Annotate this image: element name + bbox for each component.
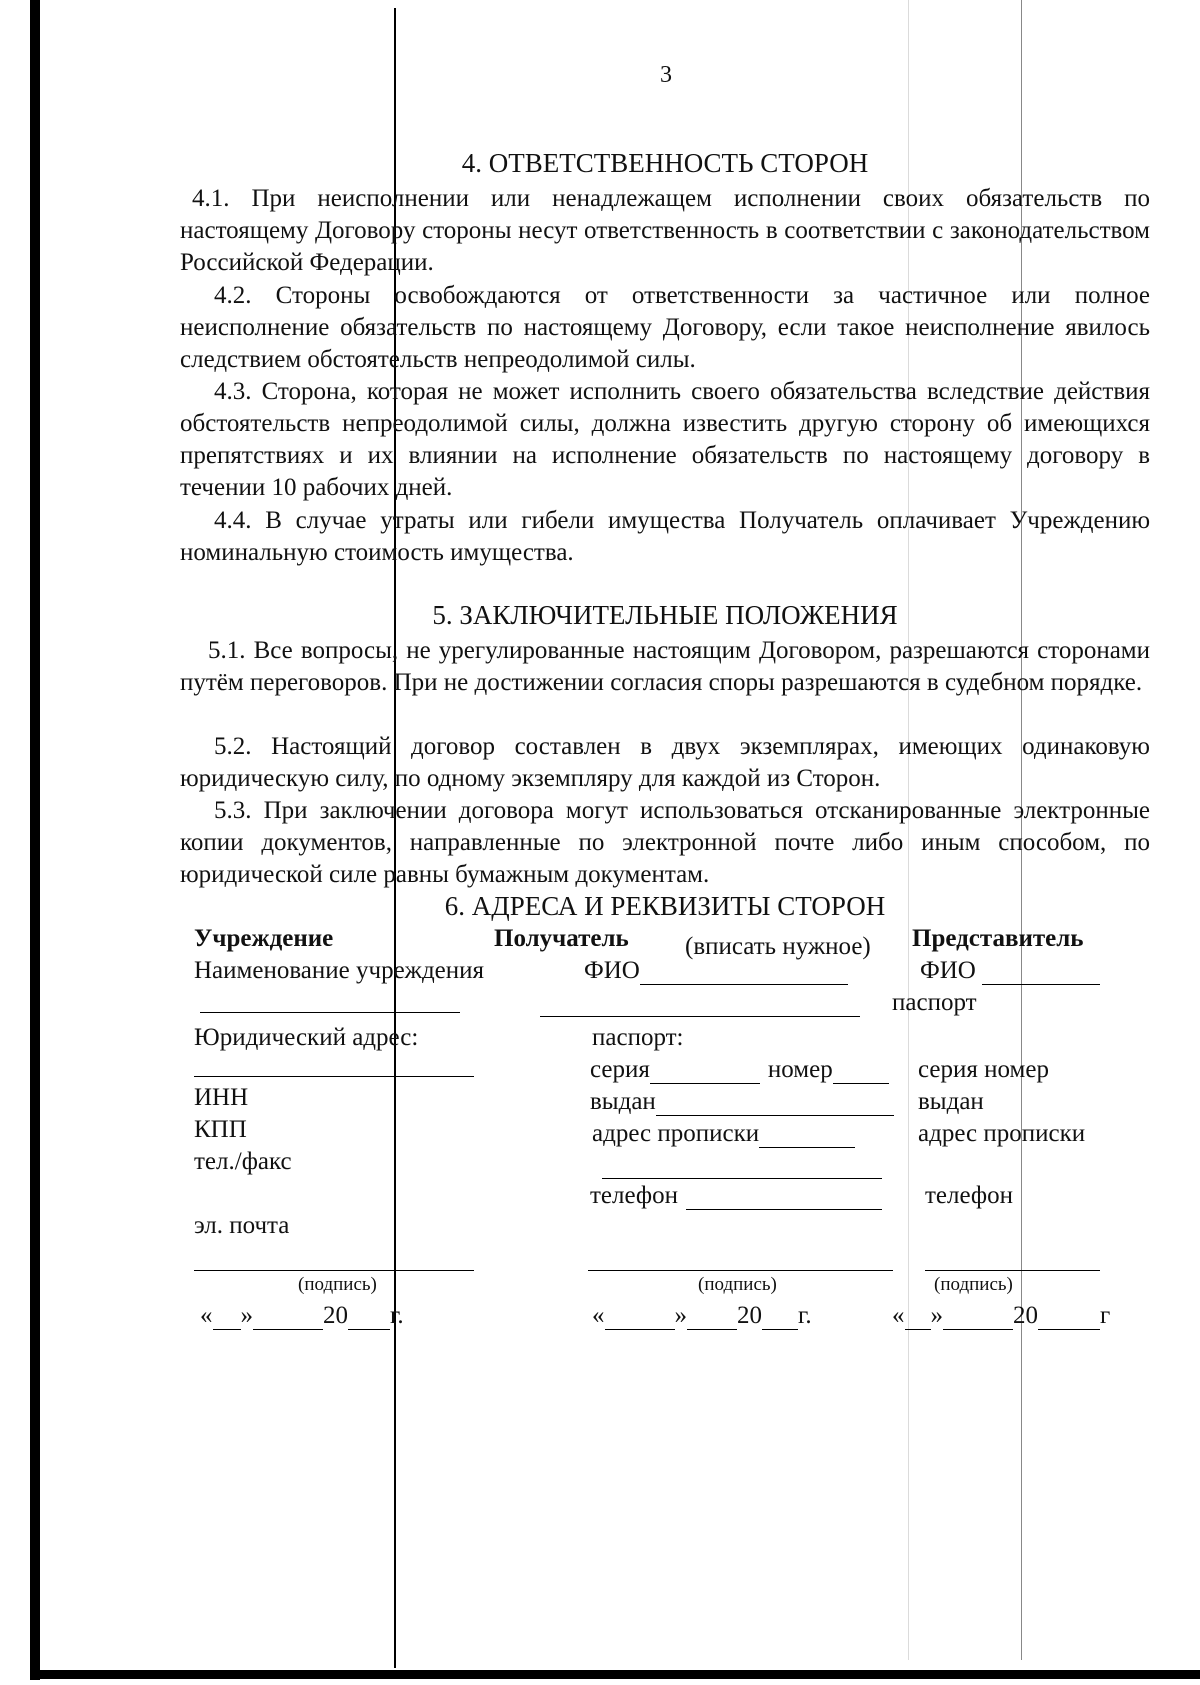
- paragraph-text: 4.4. В случае утраты или гибели имущества Получатель оплачивает Учреждению номинальную стоимость имущества.: [180, 507, 1150, 566]
- paragraph-4-4: [180, 505, 1150, 569]
- paragraph-text: 4.1. При неисполнении или ненадлежащем исполнении своих обязательств по настоящему Договору стороны несут ответственность в соответствии с законодательством Российской Федерации.: [180, 185, 1150, 276]
- page-number: 3: [660, 62, 672, 88]
- date-day-blank[interactable]: [213, 1303, 241, 1330]
- date-year-suffix: г.: [390, 1302, 404, 1329]
- recipient-series-label: серия: [590, 1056, 650, 1083]
- institution-kpp-label: КПП: [194, 1116, 247, 1143]
- representative-heading: Представитель: [912, 925, 1084, 952]
- paragraph-text: 5.2. Настоящий договор составлен в двух экземплярах, имеющих одинаковую юридическую силу, по одному экземпляру для каждой из Сторон.: [180, 733, 1150, 792]
- recipient-issued-label: выдан: [590, 1088, 656, 1115]
- recipient-heading: Получатель: [494, 925, 629, 952]
- paragraph-text: 5.1. Все вопросы, не урегулированные настоящим Договором, разрешаются сторонами путём переговоров. При не достижении согласия споры разрешаются в судебном порядке.: [180, 637, 1150, 696]
- institution-name-line[interactable]: [200, 1010, 460, 1013]
- date-year-blank[interactable]: [348, 1303, 390, 1330]
- date-month-blank[interactable]: [687, 1303, 737, 1330]
- representative-signature-label: (подпись): [934, 1274, 1013, 1295]
- paragraph-text: 4.3. Сторона, которая не может исполнить своего обязательства вследствие действия обстоятельств непреодолимой силы, должна известить другую сторону об имеющихся препятствиях и их влиянии на исполнение обязательств по настоящему договору в течении 10 рабочих дней.: [180, 378, 1150, 501]
- recipient-signature-label: (подпись): [698, 1274, 777, 1295]
- recipient-date: [592, 1302, 812, 1330]
- recipient-passport-label: паспорт:: [592, 1024, 684, 1051]
- date-year-prefix: 20: [323, 1302, 348, 1329]
- date-year-prefix: 20: [737, 1302, 762, 1329]
- date-open-quote: «: [592, 1302, 605, 1329]
- recipient-phone: [590, 1182, 882, 1210]
- institution-phone-label: тел./факс: [194, 1148, 292, 1175]
- recipient-number-label: номер: [767, 1056, 833, 1083]
- paragraph-5-3: [180, 795, 1150, 891]
- section-4-title: 4. ОТВЕТСТВЕННОСТЬ СТОРОН: [461, 148, 869, 178]
- institution-address-line[interactable]: [194, 1074, 474, 1077]
- representative-series-number-label: серия номер: [918, 1056, 1049, 1083]
- recipient-fio: [584, 957, 848, 985]
- institution-signature-label: (подпись): [298, 1274, 377, 1295]
- date-month-blank[interactable]: [253, 1303, 323, 1330]
- recipient-note: (вписать нужное): [685, 933, 871, 960]
- paragraph-text: 4.2. Стороны освобождаются от ответственности за частичное или полное неисполнение обязательств по настоящему Договору, если такое неисполнение явилось следствием обстоятельств непреодолимой силы.: [180, 282, 1150, 373]
- recipient-series-blank[interactable]: [650, 1057, 760, 1084]
- date-day-blank[interactable]: [605, 1303, 675, 1330]
- representative-issued-label: выдан: [918, 1088, 984, 1115]
- section-5-title: 5. ЗАКЛЮЧИТЕЛЬНЫЕ ПОЛОЖЕНИЯ: [432, 600, 898, 630]
- date-year-blank[interactable]: [1038, 1303, 1100, 1330]
- recipient-phone-label: телефон: [590, 1182, 678, 1209]
- institution-name-label: Наименование учреждения: [194, 957, 485, 984]
- recipient-issued-blank[interactable]: [656, 1089, 894, 1116]
- recipient-address-line-2[interactable]: [602, 1176, 882, 1179]
- scan-border-bottom: [30, 1670, 1200, 1679]
- institution-date: [200, 1302, 404, 1330]
- recipient-number-blank[interactable]: [833, 1057, 889, 1084]
- date-close-quote: »: [674, 1302, 687, 1329]
- paragraph-5-1: [180, 635, 1150, 699]
- date-close-quote: »: [240, 1302, 253, 1329]
- paragraph-4-3: [180, 376, 1150, 504]
- representative-date: [892, 1302, 1110, 1330]
- date-day-blank[interactable]: [905, 1303, 931, 1330]
- recipient-fio-blank[interactable]: [640, 958, 848, 985]
- institution-signature-line[interactable]: [194, 1268, 474, 1271]
- recipient-fio-line-2[interactable]: [540, 1014, 860, 1017]
- date-year-blank[interactable]: [762, 1303, 798, 1330]
- date-close-quote: »: [930, 1302, 943, 1329]
- date-open-quote: «: [892, 1302, 905, 1329]
- paragraph-5-2: [180, 731, 1150, 795]
- recipient-series-number: [590, 1056, 889, 1084]
- institution-inn-label: ИНН: [194, 1084, 249, 1111]
- recipient-issued: [590, 1088, 894, 1116]
- representative-phone-label: телефон: [925, 1182, 1013, 1209]
- institution-heading: Учреждение: [194, 925, 334, 952]
- date-month-blank[interactable]: [943, 1303, 1013, 1330]
- section-6-title: 6. АДРЕСА И РЕКВИЗИТЫ СТОРОН: [444, 891, 886, 921]
- recipient-address: [592, 1120, 855, 1148]
- recipient-address-label: адрес прописки: [592, 1120, 760, 1147]
- recipient-phone-blank[interactable]: [686, 1183, 882, 1210]
- date-year-prefix: 20: [1013, 1302, 1038, 1329]
- representative-fio: [920, 957, 1100, 985]
- institution-address-label: Юридический адрес:: [194, 1024, 419, 1051]
- paragraph-4-2: [180, 280, 1150, 376]
- date-year-suffix: г.: [798, 1302, 812, 1329]
- recipient-address-blank[interactable]: [759, 1121, 855, 1148]
- scan-border-left: [30, 0, 40, 1680]
- institution-email-label: эл. почта: [194, 1212, 290, 1239]
- representative-passport-label: паспорт: [892, 989, 977, 1016]
- representative-address-label: адрес прописки: [918, 1120, 1086, 1147]
- representative-fio-blank[interactable]: [982, 958, 1100, 985]
- paragraph-4-1: [180, 183, 1150, 279]
- paragraph-text: 5.3. При заключении договора могут использоваться отсканированные электронные копии документов, направленные по электронной почте либо иным способом, по юридической силе равны бумажным документам.: [180, 797, 1150, 888]
- recipient-fio-label: ФИО: [584, 957, 640, 984]
- representative-signature-line[interactable]: [925, 1268, 1100, 1271]
- representative-fio-label: ФИО: [920, 957, 976, 984]
- date-year-suffix: г: [1100, 1302, 1111, 1329]
- recipient-signature-line[interactable]: [588, 1268, 893, 1271]
- date-open-quote: «: [200, 1302, 213, 1329]
